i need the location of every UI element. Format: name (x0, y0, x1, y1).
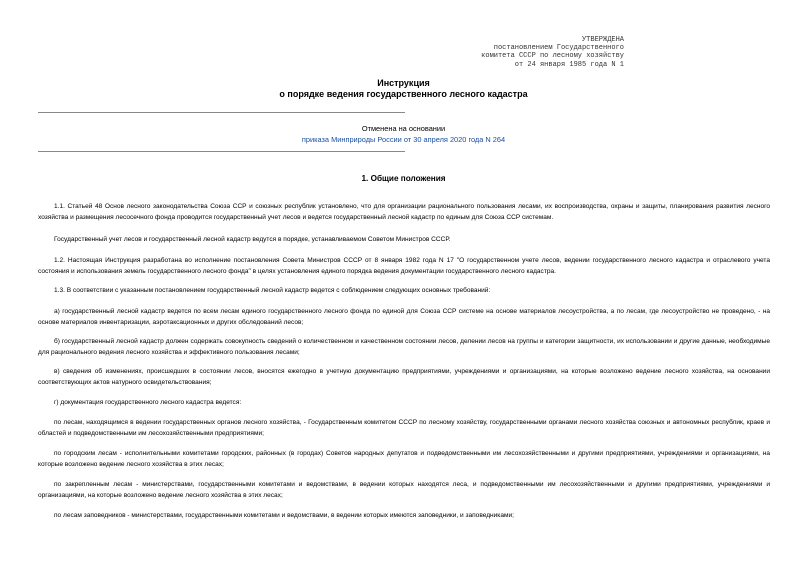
paragraph: б) государственный лесной кадастр должен содержать совокупность сведений о количественном и качественном состоянии лесов, делении лесов на группы и категории защитности, их использовании и другие данные, необходимые для рационального ведения лесного хозяйства и эффективного пользования лесами; (38, 338, 770, 356)
paragraph: Государственный учет лесов и государственный лесной кадастр ведутся в порядке, устанавливаемом Советом Министров СССР. (54, 236, 451, 243)
approval-block (481, 36, 624, 69)
paragraph: 1.1. Статьей 48 Основ лесного законодательства Союза ССР и союзных республик установлено, что для организации рационального пользования лесами, их воспроизводства, охраны и защиты, планирования развития лесного хозяйства и размещения лесосечного фонда проводится государственный учет лесов и ведется государственный лесной кадастр по единым для Союза ССР системам. (38, 203, 770, 221)
cancellation-link-row (0, 135, 807, 144)
cancellation-link[interactable]: приказа Минприроды России от 30 апреля 2020 года N 264 (301, 135, 506, 144)
paragraph: 1.2. Настоящая Инструкция разработана во исполнение постановления Совета Министров СССР от 8 января 1982 года N 17 "О государственном учете лесов, ведении государственного лесного кадастра и отраслевого учета состояния и использования земель государственного лесного фонда" в целях установления единого порядка ведения документации государственного лесного кадастра. (38, 257, 770, 275)
document-subtitle: о порядке ведения государственного лесного кадастра (279, 89, 528, 99)
paragraph: в) сведения об изменениях, происшедших в состоянии лесов, вносятся ежегодно в учетную документацию предприятиями, учреждениями и организациями, на которые возложено ведение лесного хозяйства, на основании соответствующих актов натурного освидетельствования; (38, 368, 770, 386)
document-title: Инструкция (377, 78, 430, 88)
approval-line: от 24 января 1985 года N 1 (514, 60, 624, 69)
paragraph: по лесам, находящимся в ведении государственных органов лесного хозяйства, - Государственным комитетом СССР по лесному хозяйству, государственными органами лесного хозяйства союзных и автономных республик, краев и областей и подведомственными им лесохозяйственными предприятиями; (38, 419, 770, 437)
section-heading: 1. Общие положения (361, 174, 446, 183)
paragraph: по лесам заповедников - министерствами, государственными комитетами и ведомствами, в ведении которых имеются заповедники, и заповедниками; (54, 512, 514, 519)
paragraph: а) государственный лесной кадастр ведется по всем лесам единого государственного лесного фонда по единой для Союза ССР системе на основе материалов лесоустройства, а по лесам, где лесоустройство не проведено, - на основе материалов инвентаризации, аэротаксационных и других обследований лесов; (38, 308, 770, 326)
approval-line: УТВЕРЖДЕНА (581, 36, 624, 44)
cancellation-note: Отменена на основании (361, 124, 446, 133)
paragraph: по городским лесам - исполнительными комитетами городских, районных (в городах) Советов народных депутатов и подведомственными им лесохозяйственными и другими предприятиями, учреждениями и организациями, на которые возложено ведение лесного хозяйства в этих лесах; (38, 450, 770, 468)
divider-bottom (38, 151, 405, 152)
approval-line: постановлением Государственного (493, 44, 624, 53)
divider-top (38, 112, 405, 113)
paragraph: по закрепленным лесам - министерствами, государственными комитетами и ведомствами, в ведении которых находятся леса, и подведомственными им лесохозяйственными и другими предприятиями, учреждениями и организациями, на которые возложено ведение лесного хозяйства в этих лесах; (38, 481, 770, 499)
paragraph: г) документация государственного лесного кадастра ведется: (54, 399, 242, 406)
paragraph: 1.3. В соответствии с указанным постановлением государственный лесной кадастр ведется с соблюдением следующих основных требований: (54, 287, 491, 294)
approval-line: комитета СССР по лесному хозяйству (481, 52, 624, 61)
